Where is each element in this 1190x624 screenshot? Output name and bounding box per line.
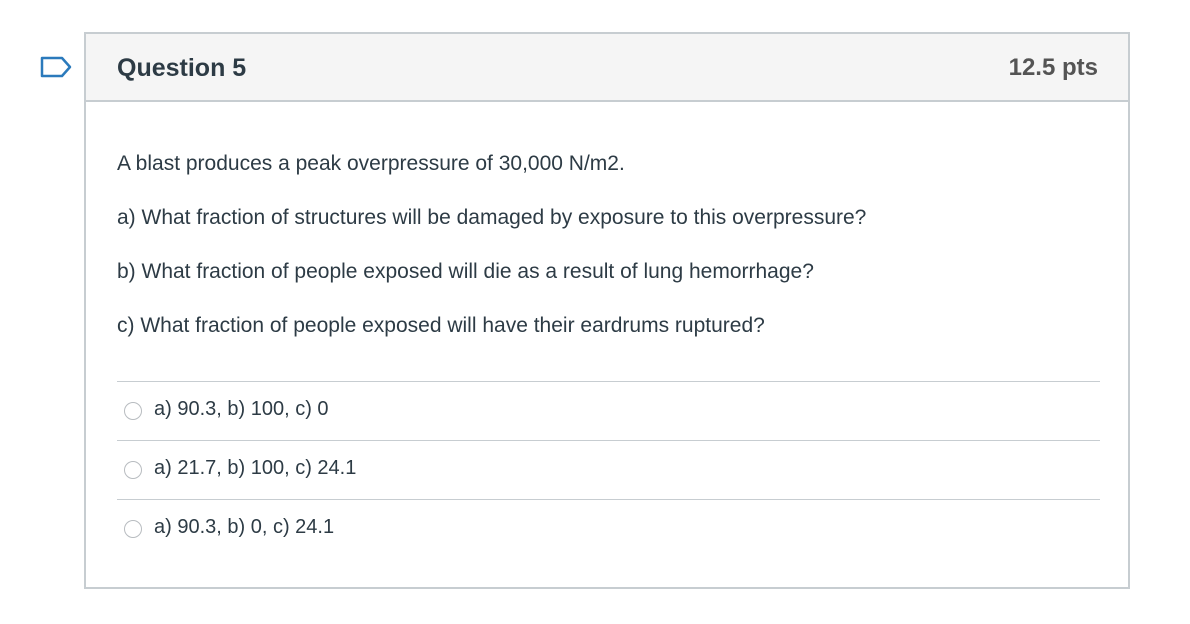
flag-question-icon[interactable] xyxy=(40,56,72,78)
answer-list xyxy=(117,381,1100,558)
answer-label[interactable]: a) 90.3, b) 100, c) 0 xyxy=(154,398,329,420)
question-paragraph: A blast produces a peak overpressure of 30,000 N/m2. xyxy=(117,152,625,175)
question-body xyxy=(117,152,1107,368)
question-header xyxy=(86,34,1128,102)
answer-label[interactable]: a) 21.7, b) 100, c) 24.1 xyxy=(154,457,357,479)
radio-button[interactable] xyxy=(124,461,142,479)
answer-label[interactable]: a) 90.3, b) 0, c) 24.1 xyxy=(154,516,335,538)
question-points: 12.5 pts xyxy=(1008,54,1098,81)
radio-button[interactable] xyxy=(124,402,142,420)
question-text xyxy=(117,152,1107,338)
answer-option[interactable] xyxy=(117,440,1100,499)
question-card xyxy=(84,32,1130,589)
answer-option[interactable] xyxy=(117,381,1100,440)
question-paragraph: a) What fraction of structures will be damaged by exposure to this overpressure? xyxy=(117,206,867,229)
question-paragraph: c) What fraction of people exposed will have their eardrums ruptured? xyxy=(117,314,765,337)
question-paragraph: b) What fraction of people exposed will die as a result of lung hemorrhage? xyxy=(117,260,814,283)
question-title: Question 5 xyxy=(117,54,247,82)
answer-option[interactable] xyxy=(117,499,1100,558)
radio-button[interactable] xyxy=(124,520,142,538)
